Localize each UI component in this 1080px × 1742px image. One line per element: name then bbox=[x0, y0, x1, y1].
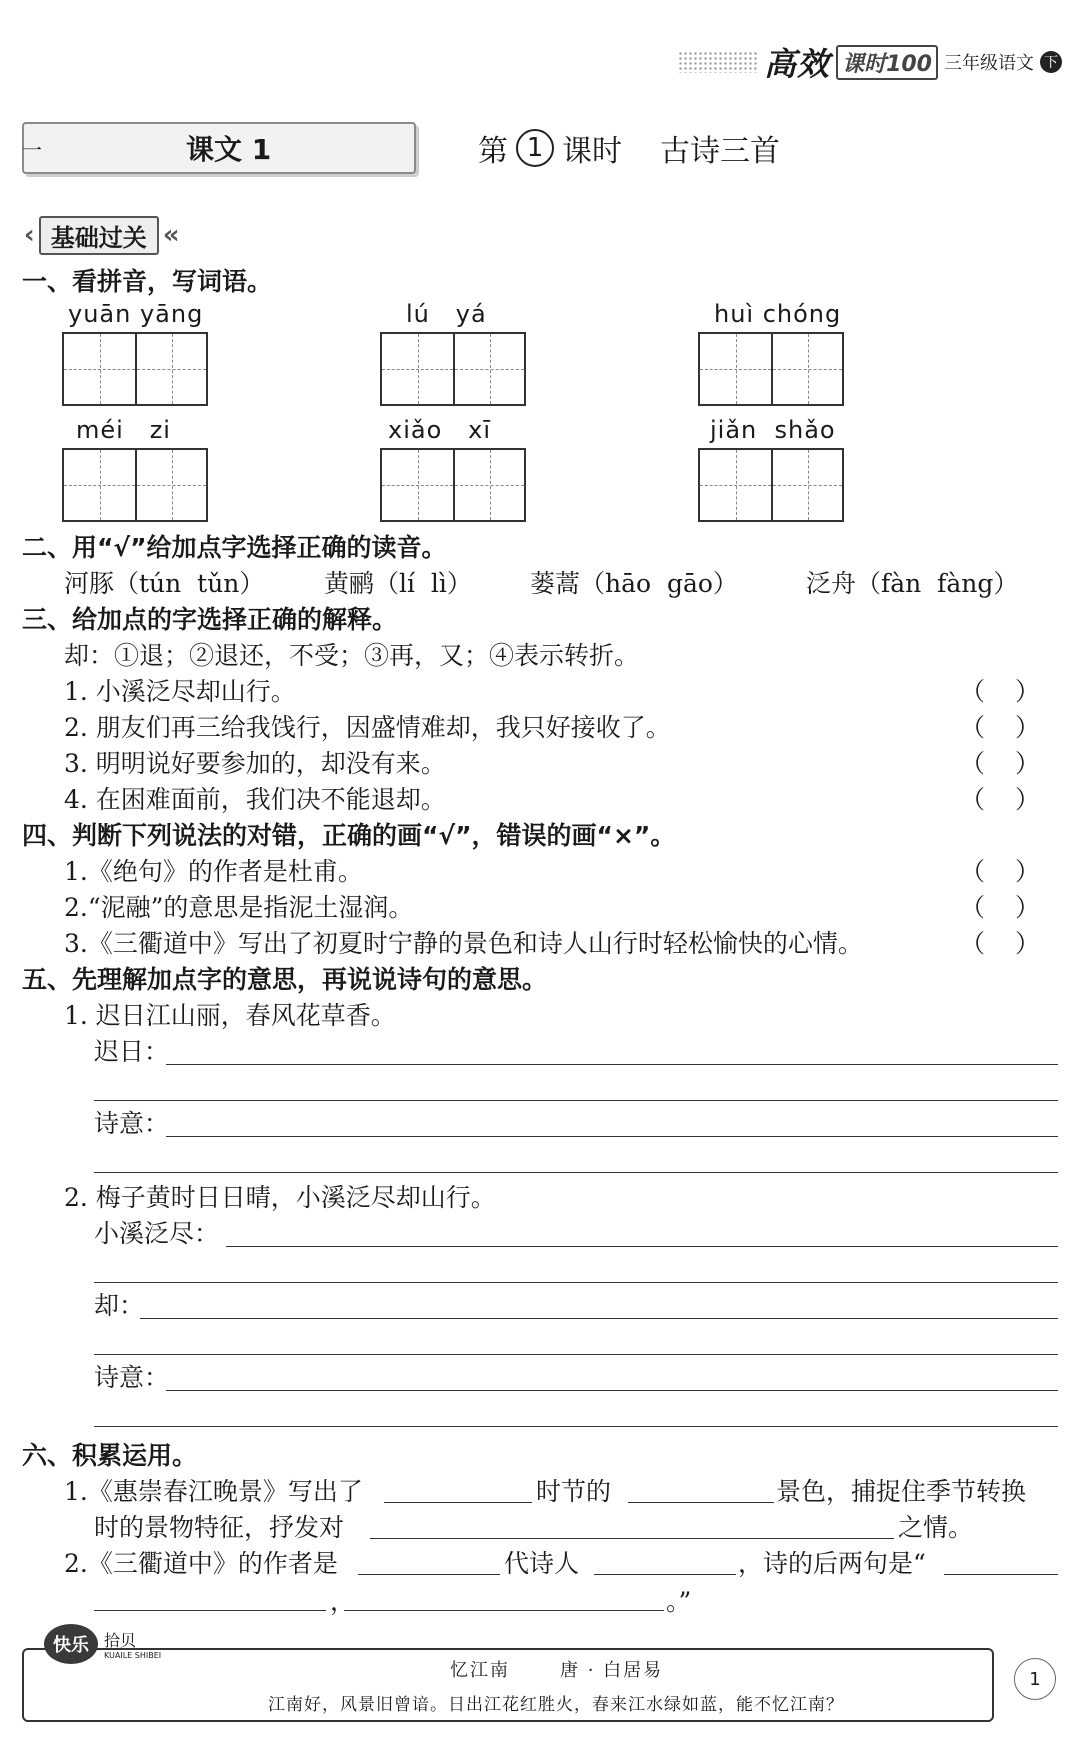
q3-item: 2. 朋友们再三给我饯行，因盛情难却，我只好接收了。 bbox=[64, 713, 671, 742]
answer-paren[interactable]: （ ） bbox=[960, 677, 1040, 706]
answer-line[interactable] bbox=[226, 1246, 1058, 1247]
answer-line[interactable] bbox=[94, 1100, 1058, 1101]
q1-item bbox=[380, 416, 526, 522]
label-shiyi-2: 诗意： bbox=[94, 1363, 170, 1392]
footer-bubble: 快乐 bbox=[44, 1624, 98, 1664]
chevron-left-icon: ‹ bbox=[24, 220, 35, 250]
q1-item bbox=[380, 300, 526, 406]
blank[interactable] bbox=[628, 1502, 774, 1503]
poem-author: 唐 · 白居易 bbox=[560, 1660, 664, 1681]
pinyin-label: jiǎn shǎo bbox=[710, 416, 836, 444]
q6-item1-e: 之情。 bbox=[898, 1513, 974, 1542]
answer-paren[interactable]: （ ） bbox=[960, 785, 1040, 814]
q6-item2-b: 代诗人 bbox=[504, 1549, 580, 1578]
q6-item2-e: 。” bbox=[666, 1587, 692, 1616]
section-badge bbox=[24, 218, 180, 252]
q3-heading: 三、给加点的字选择正确的解释。 bbox=[22, 605, 398, 634]
q5-item1: 1. 迟日江山丽，春风花草香。 bbox=[64, 1001, 396, 1030]
writing-grid[interactable] bbox=[698, 448, 844, 522]
grade-subject: 三年级语文 bbox=[944, 53, 1034, 74]
writing-grid[interactable] bbox=[698, 332, 844, 406]
q3-item: 4. 在困难面前，我们决不能退却。 bbox=[64, 785, 446, 814]
answer-line[interactable] bbox=[94, 1426, 1058, 1427]
blank[interactable] bbox=[384, 1502, 532, 1503]
q4-item: 2.“泥融”的意思是指泥土湿润。 bbox=[64, 893, 414, 922]
q6-item1-d: 时的景物特征，抒发对 bbox=[94, 1513, 345, 1542]
answer-line[interactable] bbox=[94, 1354, 1058, 1355]
q3-definition: 却：①退；②退还，不受；③再，又；④表示转折。 bbox=[64, 641, 640, 670]
label-que: 却： bbox=[94, 1291, 145, 1320]
q1-item bbox=[698, 416, 844, 522]
pinyin-label: huì chóng bbox=[714, 300, 842, 328]
answer-paren[interactable]: （ ） bbox=[960, 857, 1040, 886]
page-number: 1 bbox=[1014, 1658, 1056, 1700]
q6-item1-a: 1.《惠崇春江晚景》写出了 bbox=[64, 1477, 363, 1506]
pinyin-label: yuān yāng bbox=[68, 300, 204, 328]
topic-title: 古诗三首 bbox=[660, 134, 780, 169]
writing-grid[interactable] bbox=[62, 448, 208, 522]
answer-line[interactable] bbox=[166, 1390, 1058, 1391]
q5-item2: 2. 梅子黄时日日晴，小溪泛尽却山行。 bbox=[64, 1183, 496, 1212]
poem-title: 忆江南 bbox=[450, 1660, 510, 1681]
brand-header bbox=[678, 44, 1062, 83]
q1-item bbox=[62, 416, 208, 522]
label-xiaoxi: 小溪泛尽： bbox=[94, 1219, 220, 1248]
writing-grid[interactable] bbox=[380, 332, 526, 406]
label-chiri: 迟日： bbox=[94, 1037, 170, 1066]
q3-item: 3. 明明说好要参加的，却没有来。 bbox=[64, 749, 446, 778]
blank[interactable] bbox=[94, 1610, 326, 1611]
footer-label-en: KUAILE SHIBEI bbox=[104, 1651, 162, 1660]
blank[interactable] bbox=[370, 1538, 894, 1539]
q5-heading: 五、先理解加点字的意思，再说说诗句的意思。 bbox=[22, 965, 548, 994]
pinyin-label: lú yá bbox=[406, 300, 487, 328]
lesson-tab: 一 bbox=[22, 138, 42, 162]
blank[interactable] bbox=[944, 1574, 1058, 1575]
poem-text: 江南好，风景旧曾谙。日出江花红胜火，春来江水绿如蓝，能不忆江南？ bbox=[268, 1695, 844, 1715]
period-suffix: 课时 bbox=[562, 134, 622, 169]
q4-item: 3.《三衢道中》写出了初夏时宁静的景色和诗人山行时轻松愉快的心情。 bbox=[64, 929, 863, 958]
answer-line[interactable] bbox=[94, 1172, 1058, 1173]
brand-main: 高效 bbox=[764, 45, 831, 83]
q2-option[interactable]: 黄鹂（lí lì） bbox=[324, 569, 472, 598]
section-badge-label: 基础过关 bbox=[39, 216, 159, 255]
blank[interactable] bbox=[594, 1574, 736, 1575]
blank[interactable] bbox=[358, 1574, 500, 1575]
q1-heading: 一、看拼音，写词语。 bbox=[22, 267, 273, 296]
q6-item2-a: 2.《三衢道中》的作者是 bbox=[64, 1549, 338, 1578]
pinyin-label: méi zi bbox=[76, 416, 171, 444]
q6-heading: 六、积累运用。 bbox=[22, 1441, 198, 1470]
q4-item: 1.《绝句》的作者是杜甫。 bbox=[64, 857, 363, 886]
writing-grid[interactable] bbox=[62, 332, 208, 406]
writing-grid[interactable] bbox=[380, 448, 526, 522]
lesson-title: 课文 1 bbox=[186, 133, 272, 166]
q6-item1-b: 时节的 bbox=[536, 1477, 612, 1506]
answer-paren[interactable]: （ ） bbox=[960, 929, 1040, 958]
answer-paren[interactable]: （ ） bbox=[960, 713, 1040, 742]
q2-heading: 二、用“√”给加点字选择正确的读音。 bbox=[22, 533, 447, 562]
answer-line[interactable] bbox=[166, 1136, 1058, 1137]
q4-heading: 四、判断下列说法的对错，正确的画“√”，错误的画“×”。 bbox=[22, 821, 676, 850]
answer-line[interactable] bbox=[140, 1318, 1058, 1319]
q6-item2-d: ， bbox=[330, 1587, 356, 1616]
period-prefix: 第 bbox=[478, 134, 508, 169]
q1-item bbox=[62, 300, 208, 406]
pinyin-label: xiǎo xī bbox=[388, 416, 492, 444]
q1-item bbox=[698, 300, 844, 406]
q2-option[interactable]: 蒌蒿（hāo gāo） bbox=[530, 569, 738, 598]
q2-option[interactable]: 河豚（tún tǔn） bbox=[64, 569, 265, 598]
blank[interactable] bbox=[344, 1610, 664, 1611]
volume-badge: 下 bbox=[1040, 51, 1062, 73]
answer-paren[interactable]: （ ） bbox=[960, 749, 1040, 778]
label-shiyi: 诗意： bbox=[94, 1109, 170, 1138]
q2-option[interactable]: 泛舟（fàn fàng） bbox=[806, 569, 1019, 598]
dot-pattern-icon bbox=[678, 51, 758, 73]
answer-line[interactable] bbox=[166, 1064, 1058, 1065]
footer-label bbox=[44, 1624, 161, 1664]
period-number: 1 bbox=[516, 129, 554, 167]
period-title bbox=[478, 126, 780, 170]
q6-item1-c: 景色，捕捉住季节转换 bbox=[776, 1477, 1027, 1506]
answer-line[interactable] bbox=[94, 1282, 1058, 1283]
brand-sub: 课时100 bbox=[836, 45, 938, 80]
q6-item2-c: ，诗的后两句是“ bbox=[738, 1549, 926, 1578]
q3-item: 1. 小溪泛尽却山行。 bbox=[64, 677, 296, 706]
footer-label-text: 拾贝 bbox=[104, 1631, 137, 1650]
answer-paren[interactable]: （ ） bbox=[960, 893, 1040, 922]
double-chevron-left-icon: « bbox=[162, 220, 180, 250]
